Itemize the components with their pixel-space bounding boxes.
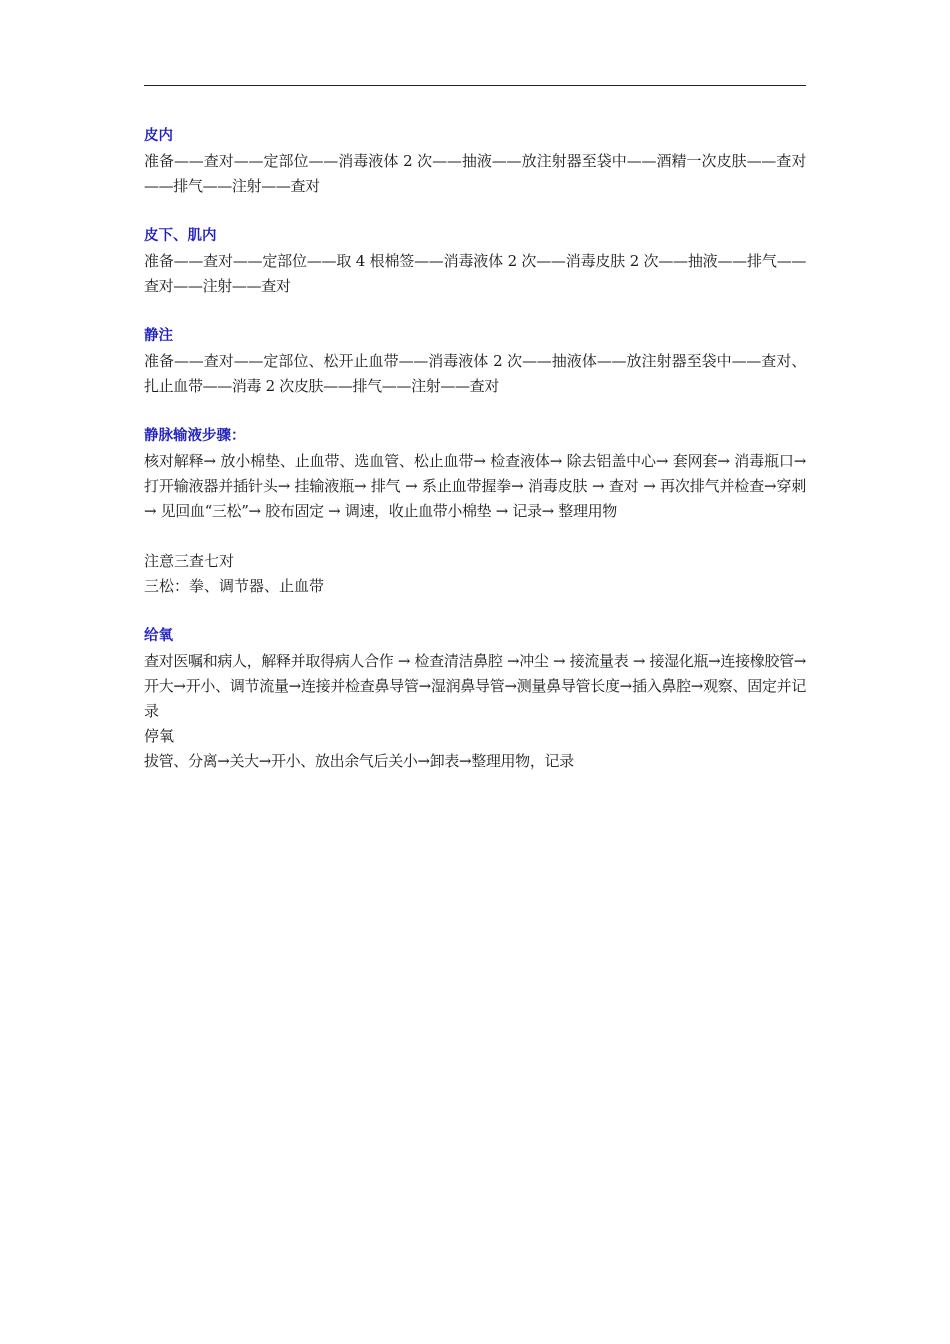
note-three-loosen: 三松：拳、调节器、止血带 — [144, 577, 325, 595]
steps-intravenous-injection: 准备——查对——定部位、松开止血带——消毒液体 2 次——抽液体——放注射器至袋中——查对、扎止血带——消毒 2 次皮肤——排气——注射——查对 — [144, 352, 806, 395]
spacer — [144, 524, 806, 549]
spacer — [144, 399, 806, 424]
steps-iv-infusion: 核对解释→ 放小棉垫、止血带、选血管、松止血带→ 检查液体→ 除去铝盖中心→ 套网套→ 消毒瓶口→ 打开输液器并插针头→ 挂输液瓶→ 排气 → 系止血带握拳→ 消毒皮肤 → 查对 → 再次排气并检查→穿刺→ 见回血“三松”→ 胶布固定 → 调速，收止血带小棉垫 → 记录→ 整理用物 — [144, 452, 806, 520]
heading-iv-infusion: 静脉输液步骤： — [144, 428, 246, 444]
heading-intravenous-injection: 静注 — [144, 328, 173, 344]
steps-stop-oxygen: 拔管、分离→关大→开小、放出余气后关小→卸表→整理用物，记录 — [144, 752, 574, 770]
note-three-checks: 注意三查七对 — [144, 552, 235, 570]
document-body — [144, 124, 806, 774]
header-rule — [144, 85, 806, 86]
heading-oxygen: 给氧 — [144, 628, 173, 644]
spacer — [144, 299, 806, 324]
heading-stop-oxygen: 停氧 — [144, 727, 175, 745]
steps-intradermal: 准备——查对——定部位——消毒液体 2 次——抽液——放注射器至袋中——酒精一次皮肤——查对——排气——注射——查对 — [144, 152, 806, 195]
heading-subcutaneous-intramuscular: 皮下、肌内 — [144, 228, 217, 244]
heading-intradermal: 皮内 — [144, 128, 173, 144]
steps-oxygen: 查对医嘱和病人，解释并取得病人合作 → 检查清洁鼻腔 →冲尘 → 接流量表 → 接湿化瓶→连接橡胶管→开大→开小、调节流量→连接并检查鼻导管→湿润鼻导管→测量鼻导管长度→插入鼻腔→观察、固定并记录 — [144, 652, 806, 720]
steps-subcutaneous-intramuscular: 准备——查对——定部位——取 4 根棉签——消毒液体 2 次——消毒皮肤 2 次——抽液——排气——查对——注射——查对 — [144, 252, 806, 295]
spacer — [144, 599, 806, 624]
spacer — [144, 199, 806, 224]
